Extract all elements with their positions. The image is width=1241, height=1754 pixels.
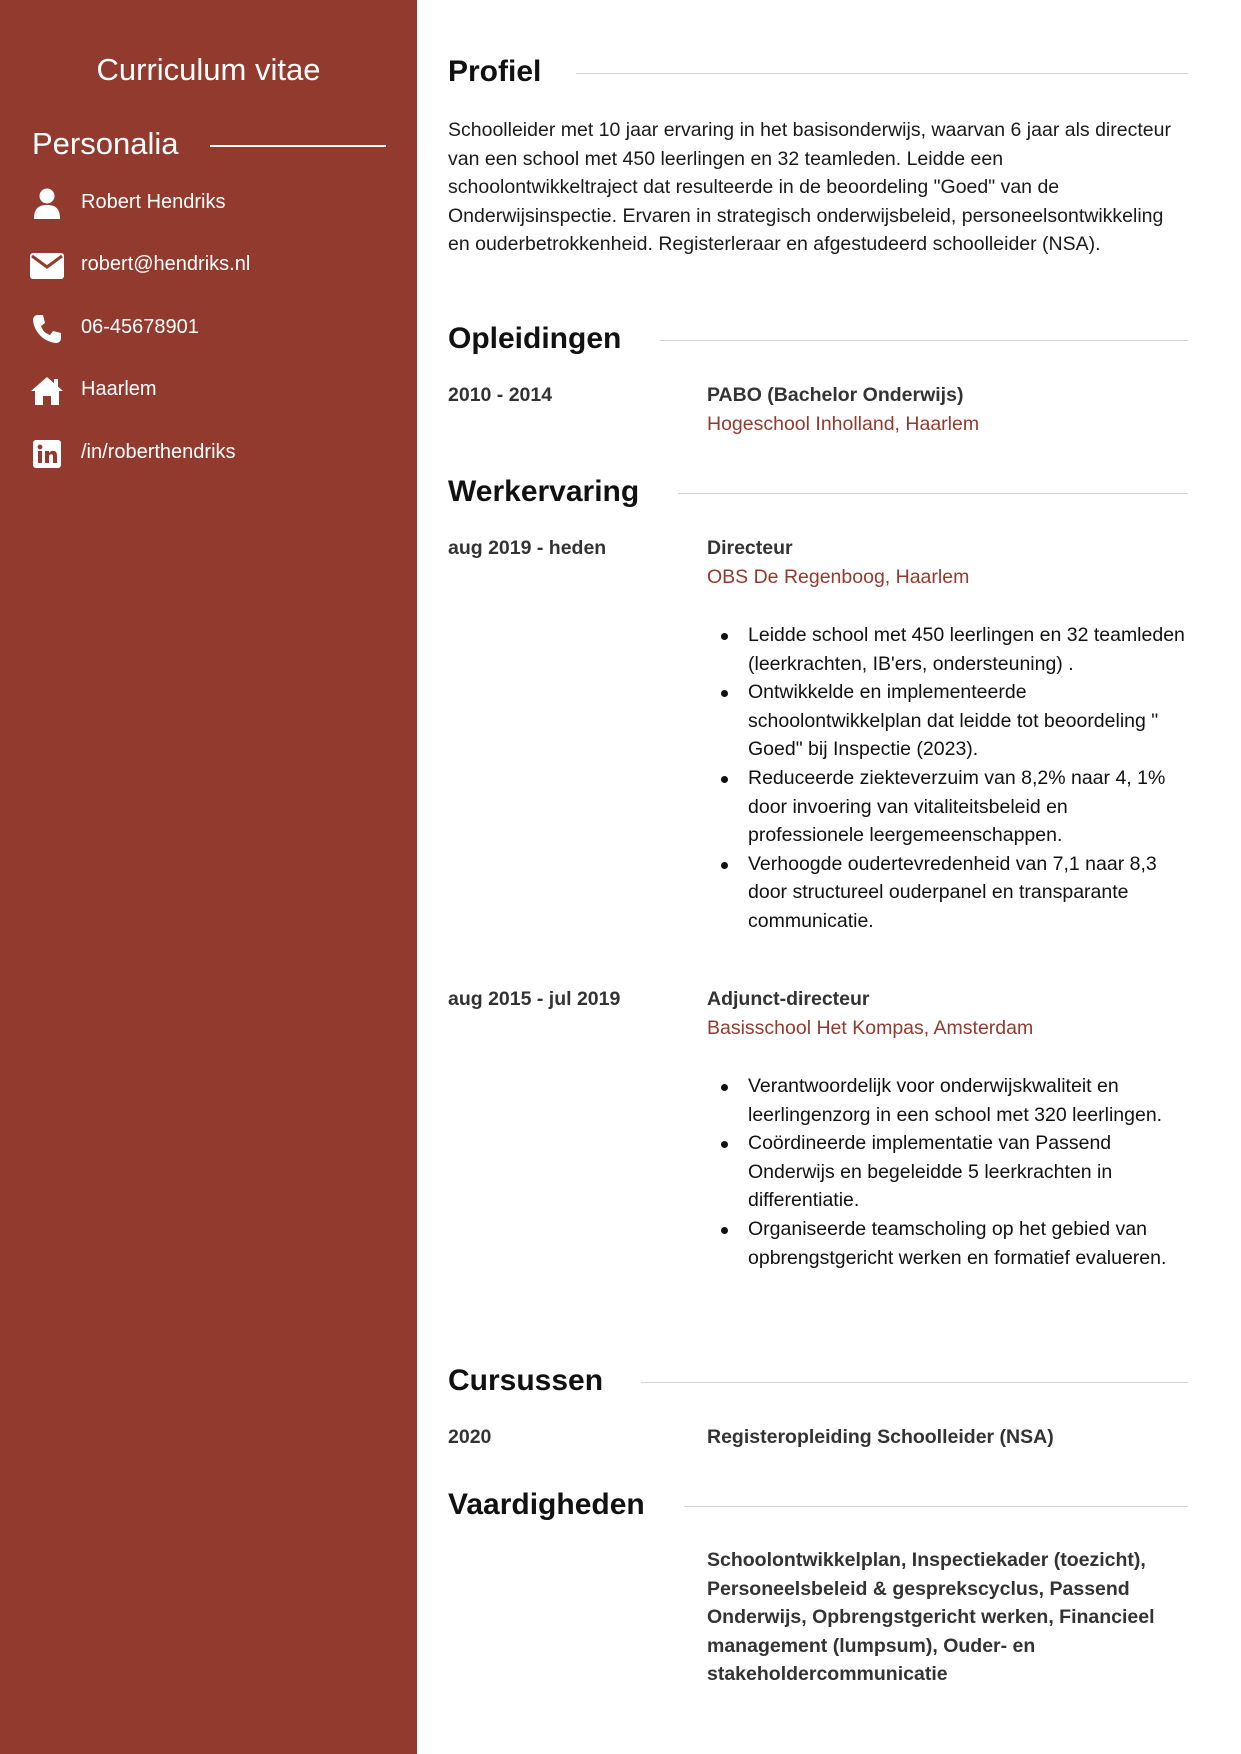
job-bullet: Reduceerde ziekteverzuim van 8,2% naar 4, 1% door invoering van vitaliteitsbeleid en professionele leergemeenschappen. xyxy=(748,764,1188,850)
skills-section-header xyxy=(448,1485,1188,1525)
contact-linkedin-text[interactable]: /in/roberthendriks xyxy=(81,441,236,463)
profile-section-header xyxy=(448,52,1188,92)
job-bullets xyxy=(748,621,1188,936)
contact-email-text[interactable]: robert@hendriks.nl xyxy=(81,253,251,275)
courses-heading: Cursussen xyxy=(448,1364,604,1397)
personalia-header xyxy=(32,126,386,166)
job-bullet: Verantwoordelijk voor onderwijskwaliteit en leerlingenzorg in een school met 320 leerlingen. xyxy=(748,1072,1188,1129)
courses-divider xyxy=(641,1382,1188,1383)
contact-name xyxy=(30,184,400,224)
job-employer: Basisschool Het Kompas, Amsterdam xyxy=(707,1017,1034,1039)
skills-heading: Vaardigheden xyxy=(448,1488,645,1521)
courses-section-header xyxy=(448,1361,1188,1401)
course-date: 2020 xyxy=(448,1426,492,1448)
education-date: 2010 - 2014 xyxy=(448,384,553,406)
contact-name-text: Robert Hendriks xyxy=(81,191,226,213)
job-title: Adjunct-directeur xyxy=(707,988,870,1010)
course-title: Registeropleiding Schoolleider (NSA) xyxy=(707,1426,1054,1448)
linkedin-icon xyxy=(30,438,64,470)
envelope-icon xyxy=(30,250,64,282)
job-bullet: Leidde school met 450 leerlingen en 32 teamleden (leerkrachten, IB'ers, ondersteuning) . xyxy=(748,621,1188,678)
contact-linkedin[interactable] xyxy=(30,434,400,474)
person-icon xyxy=(30,188,64,220)
contact-city xyxy=(30,371,400,411)
contact-city-text: Haarlem xyxy=(81,378,157,400)
job-date: aug 2019 - heden xyxy=(448,537,607,559)
contact-phone[interactable] xyxy=(30,309,400,349)
experience-section-header xyxy=(448,472,1188,512)
document-title: Curriculum vitae xyxy=(96,52,321,87)
experience-divider xyxy=(678,493,1188,494)
experience-heading: Werkervaring xyxy=(448,475,640,508)
profile-heading: Profiel xyxy=(448,55,542,88)
personalia-divider xyxy=(210,145,386,147)
job-date: aug 2015 - jul 2019 xyxy=(448,988,621,1010)
job-title: Directeur xyxy=(707,537,793,559)
skills-text: Schoolontwikkelplan, Inspectiekader (toezicht), Personeelsbeleid & gesprekscyclus, Passend Onderwijs, Opbrengstgericht werken, Financieel management (lumpsum), Ouder- en stakeholdercommunicatie xyxy=(707,1549,1155,1686)
education-section-header xyxy=(448,319,1188,359)
education-divider xyxy=(660,340,1188,341)
main-content xyxy=(448,0,1188,1754)
job-bullets xyxy=(748,1072,1188,1272)
contact-email[interactable] xyxy=(30,246,400,286)
job-bullet: Organiseerde teamscholing op het gebied van opbrengstgericht werken en formatief evalueren. xyxy=(748,1215,1188,1272)
education-institution: Hogeschool Inholland, Haarlem xyxy=(707,413,980,435)
skills-divider xyxy=(684,1506,1188,1507)
home-icon xyxy=(30,375,64,407)
personalia-heading: Personalia xyxy=(32,126,179,161)
profile-divider xyxy=(576,73,1188,74)
contact-phone-text[interactable]: 06-45678901 xyxy=(81,316,199,338)
profile-text: Schoolleider met 10 jaar ervaring in het basisonderwijs, waarvan 6 jaar als directeur van een school met 450 leerlingen en 32 teamleden. Leidde een schoolontwikkeltraject dat resulteerde in de beoordeling "Goed" van de Onderwijsinspectie. Ervaren in strategisch onderwijsbeleid, personeelsontwikkeling en ouderbetrokkenheid. Registerleraar en afgestudeerd schoolleider (NSA). xyxy=(448,119,1171,256)
phone-icon xyxy=(30,313,64,345)
job-bullet: Ontwikkelde en implementeerde schoolontwikkelplan dat leidde tot beoordeling " Goed" bij Inspectie (2023). xyxy=(748,678,1188,764)
education-title: PABO (Bachelor Onderwijs) xyxy=(707,384,964,406)
education-heading: Opleidingen xyxy=(448,322,622,355)
job-employer: OBS De Regenboog, Haarlem xyxy=(707,566,970,588)
sidebar xyxy=(0,0,417,1754)
job-bullet: Verhoogde oudertevredenheid van 7,1 naar 8,3 door structureel ouderpanel en transparante communicatie. xyxy=(748,850,1188,936)
job-bullet: Coördineerde implementatie van Passend Onderwijs en begeleidde 5 leerkrachten in differentiatie. xyxy=(748,1129,1188,1215)
